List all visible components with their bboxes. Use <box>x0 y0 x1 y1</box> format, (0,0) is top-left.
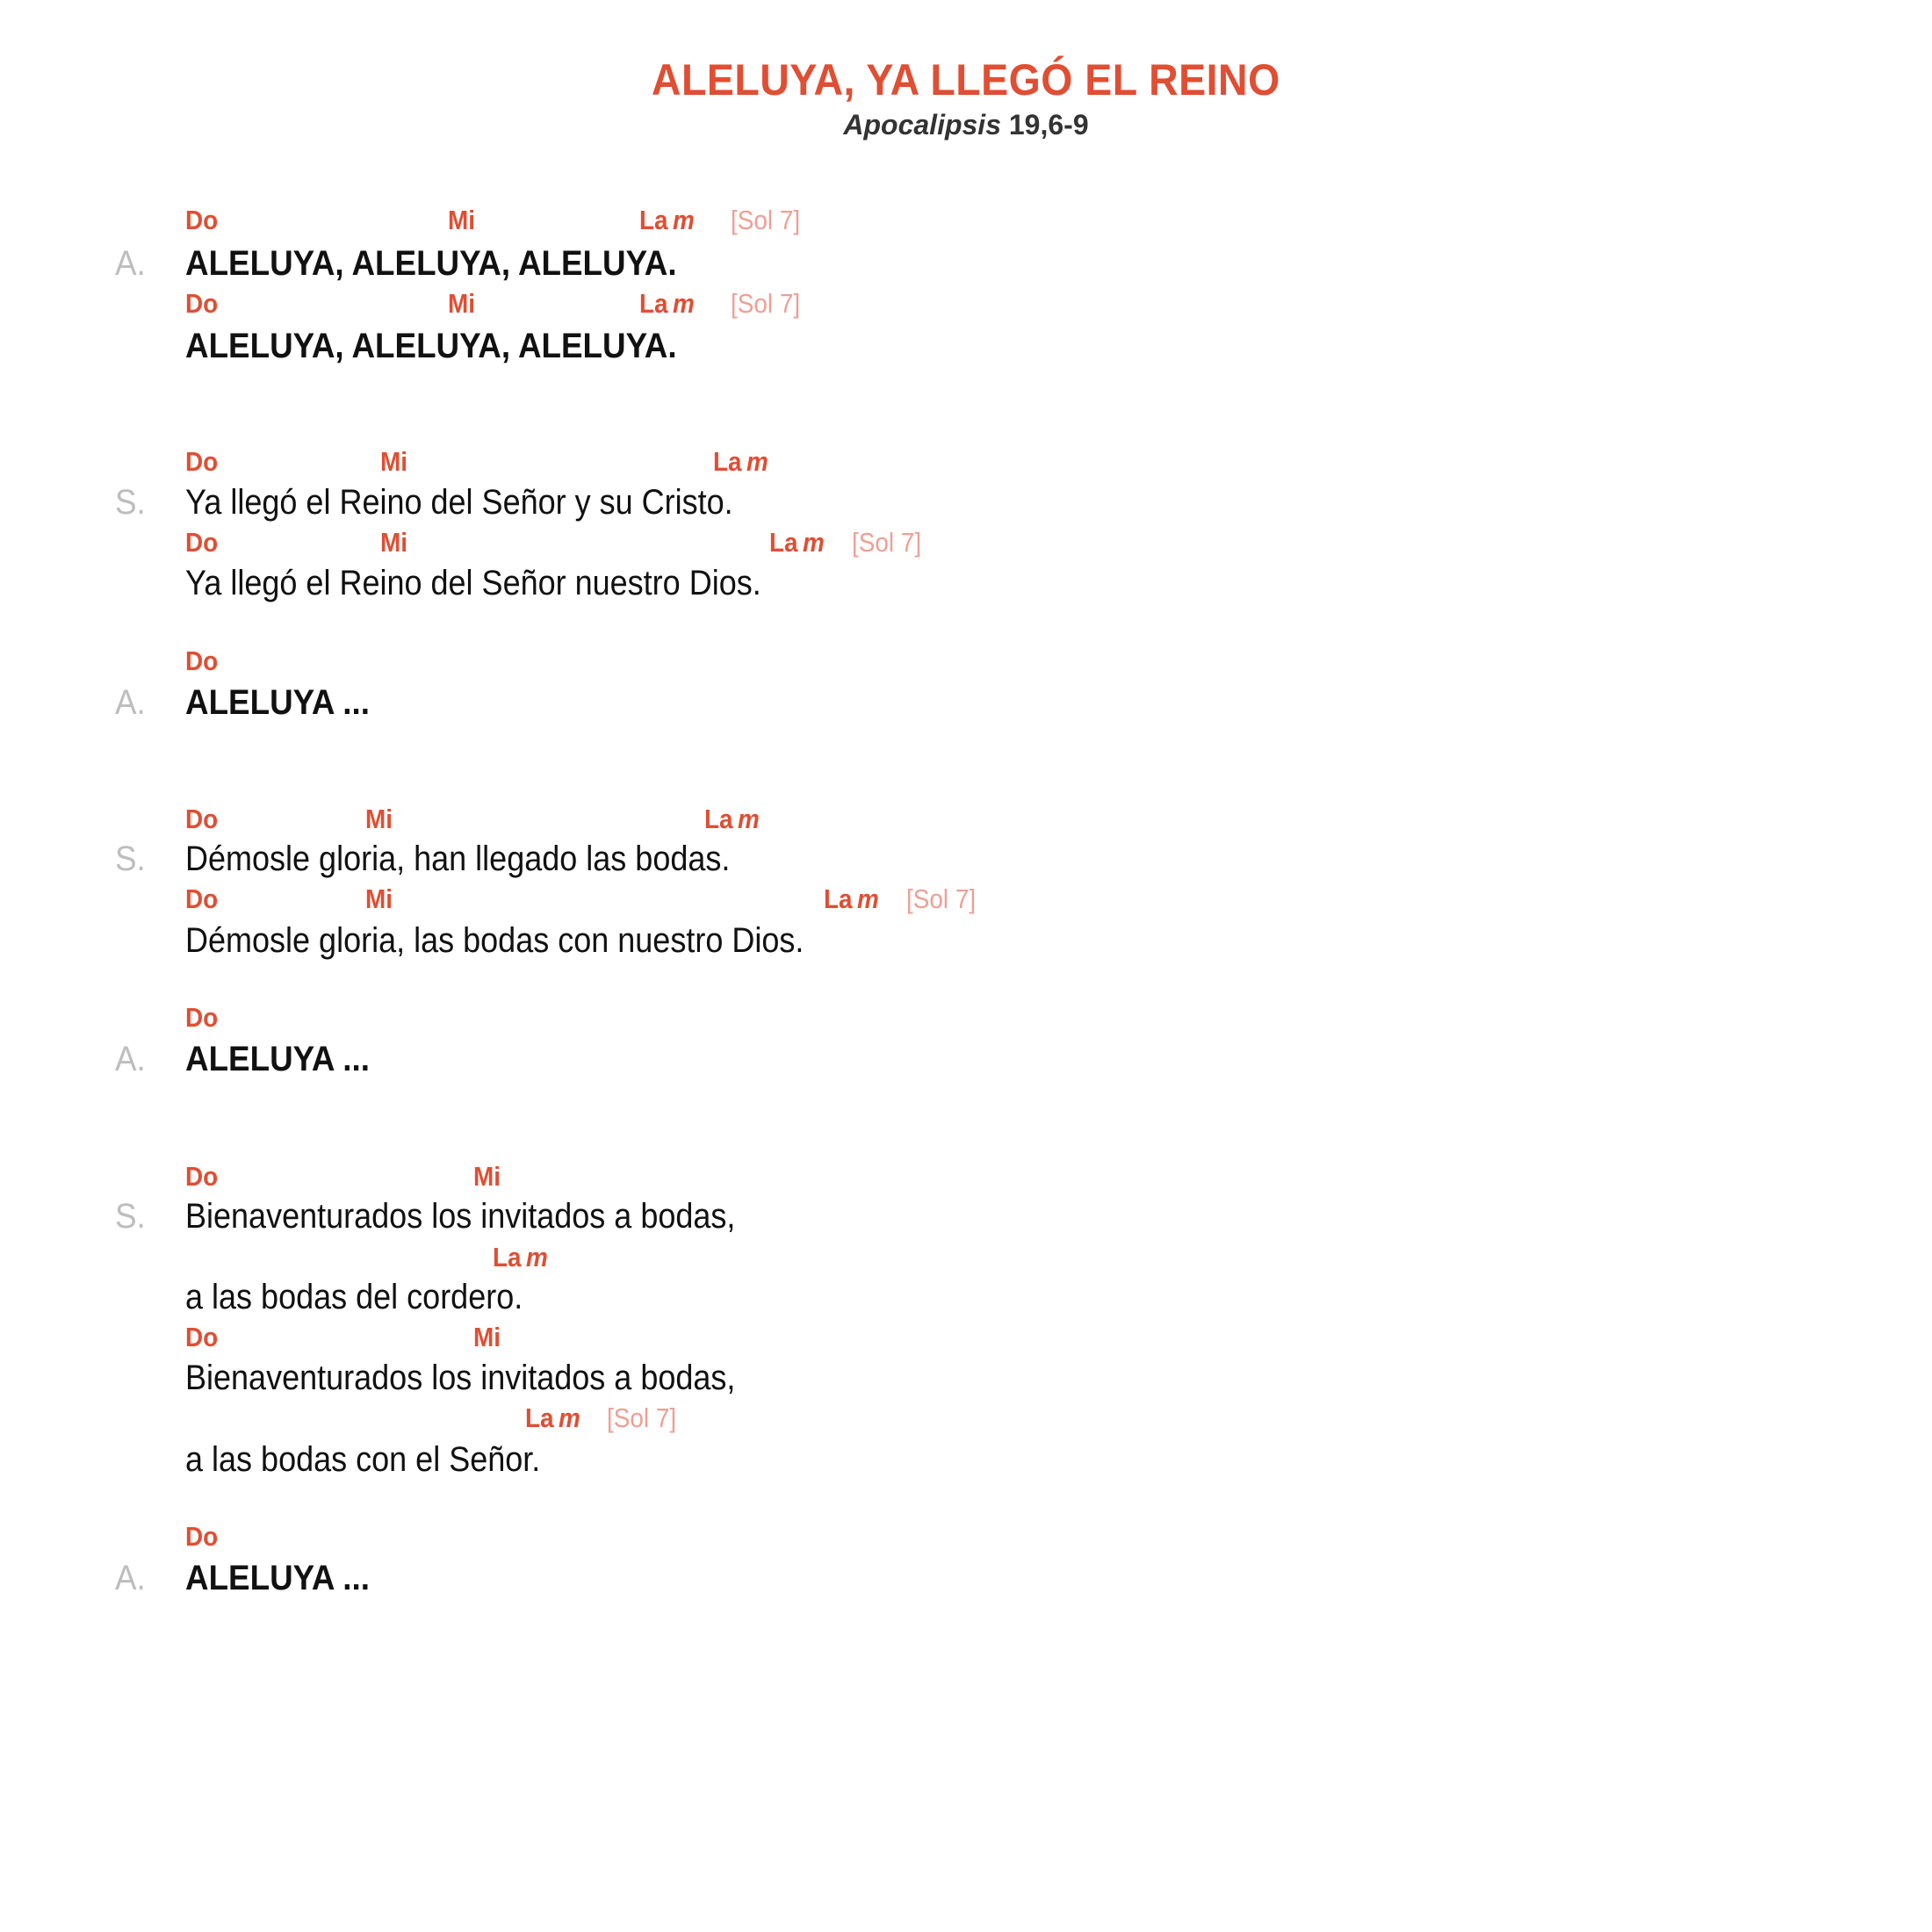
lyric-line: ALELUYA ... <box>185 1040 370 1078</box>
section-label: A. <box>115 683 146 722</box>
lyric-line: Démosle gloria, han llegado las bodas. <box>185 840 731 878</box>
section-label: A. <box>115 1559 146 1597</box>
scripture-book: Apocalipsis <box>843 109 1001 141</box>
chord: Mi <box>473 1322 501 1352</box>
chord-quality: m <box>558 1402 580 1433</box>
lyric-line: Démosle gloria, las bodas con nuestro Dios. <box>185 921 804 960</box>
chord-root: La <box>704 804 733 834</box>
chord: Mi <box>380 527 407 558</box>
chord: Do <box>185 205 219 235</box>
chord: Mi <box>380 446 407 477</box>
optional-chord: [Sol 7] <box>906 883 977 914</box>
chord-root: La <box>525 1402 554 1433</box>
chord-root: La <box>493 1242 522 1272</box>
section-label: S. <box>115 840 146 878</box>
scripture-reference <box>0 109 1932 141</box>
chord-quality: m <box>672 205 695 235</box>
section-label: S. <box>115 1197 146 1236</box>
song-title-text: ALELUYA, YA LLEGÓ EL REINO <box>652 55 1280 105</box>
song-title <box>0 54 1932 105</box>
optional-chord: [Sol 7] <box>852 527 922 558</box>
scripture-verses: 19,6-9 <box>1000 109 1089 141</box>
chord <box>769 527 825 559</box>
chord <box>713 446 768 478</box>
section-label: S. <box>115 483 146 522</box>
chord: Do <box>185 1322 219 1352</box>
optional-chord: [Sol 7] <box>607 1402 677 1433</box>
chord <box>824 883 879 915</box>
lyric-line: a las bodas del cordero. <box>185 1278 523 1316</box>
chord-quality: m <box>525 1242 548 1272</box>
chord-quality: m <box>746 446 768 477</box>
chord-quality: m <box>802 527 825 558</box>
chord: Mi <box>365 883 393 914</box>
lyric-line: ALELUYA ... <box>185 1559 370 1597</box>
chord: Do <box>185 1521 219 1552</box>
optional-chord: [Sol 7] <box>731 288 801 319</box>
lyric-line: ALELUYA, ALELUYA, ALELUYA. <box>185 244 677 283</box>
chord: Mi <box>473 1161 501 1192</box>
chord-root: La <box>769 527 798 558</box>
chord: Do <box>185 1161 219 1192</box>
section-label: A. <box>115 244 146 283</box>
chord <box>493 1242 548 1273</box>
chord: Do <box>185 883 219 914</box>
optional-chord: [Sol 7] <box>731 205 801 235</box>
lyric-line: Bienaventurados los invitados a bodas, <box>185 1197 736 1236</box>
lyric-line: Bienaventurados los invitados a bodas, <box>185 1359 736 1397</box>
chord: Mi <box>365 804 393 834</box>
chord: Mi <box>448 205 475 235</box>
lyric-line: Ya llegó el Reino del Señor nuestro Dios. <box>185 564 761 602</box>
chord <box>704 804 760 835</box>
lyric-line: ALELUYA ... <box>185 683 370 722</box>
chord-quality: m <box>672 288 695 319</box>
chord: Do <box>185 1002 219 1033</box>
chord <box>525 1402 580 1434</box>
lyric-line: Ya llegó el Reino del Señor y su Cristo. <box>185 483 733 522</box>
chord-root: La <box>824 883 853 914</box>
chord: Do <box>185 446 219 477</box>
chord: Do <box>185 804 219 834</box>
chord-root: La <box>713 446 742 477</box>
chord-root: La <box>639 288 668 319</box>
chord <box>639 205 695 236</box>
lyric-line: ALELUYA, ALELUYA, ALELUYA. <box>185 327 677 365</box>
chord-root: La <box>639 205 668 235</box>
chord-quality: m <box>737 804 760 834</box>
chord: Mi <box>448 288 475 319</box>
section-label: A. <box>115 1040 146 1078</box>
chord-quality: m <box>856 883 879 914</box>
chord: Do <box>185 288 219 319</box>
lyric-line: a las bodas con el Señor. <box>185 1440 541 1479</box>
chord: Do <box>185 527 219 558</box>
chord: Do <box>185 645 219 676</box>
chord <box>639 288 695 320</box>
